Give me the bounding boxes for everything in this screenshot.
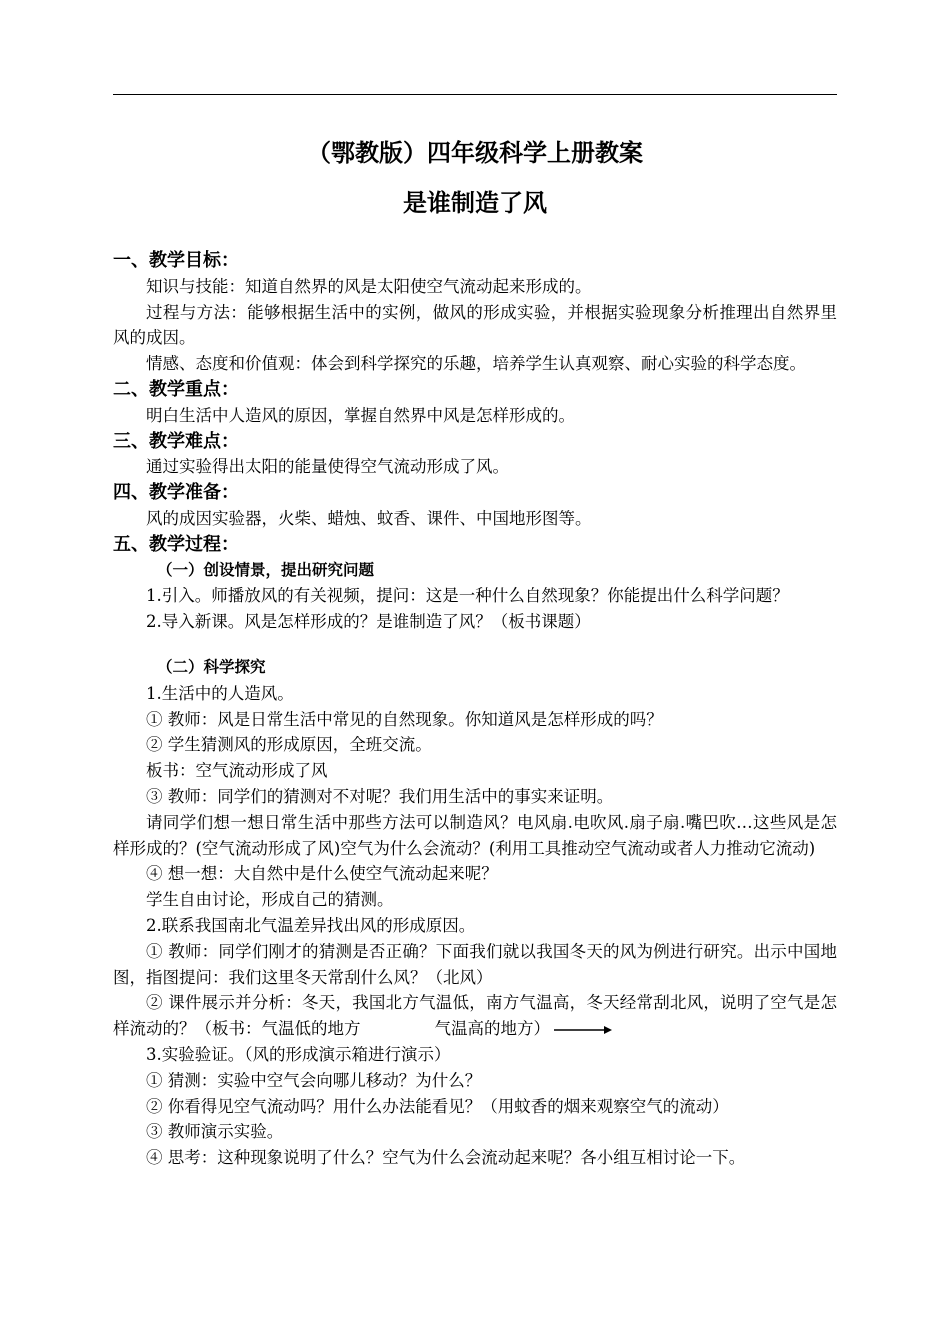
paragraph: ③ 教师：同学们的猜测对不对呢？我们用生活中的事实来证明。 <box>146 786 614 806</box>
paragraph: ② 你看得见空气流动吗？用什么办法能看见？（用蚊香的烟来观察空气的流动） <box>146 1096 729 1116</box>
paragraph: 2.导入新课。风是怎样形成的？是谁制造了风？（板书课题） <box>146 612 591 632</box>
lesson-title: 是谁制造了风 <box>403 189 547 217</box>
paragraph: ① 教师：风是日常生活中常见的自然现象。你知道风是怎样形成的吗？ <box>146 709 663 729</box>
paragraph-part-a: ② 课件展示并分析：冬天，我国北方气温低，南方气温高，冬天经常刮北风，说明了空气是怎样流动的？（板书：气温低的地方 <box>113 993 837 1039</box>
paragraph: 1.生活中的人造风。 <box>146 683 294 703</box>
goal-emotion: 情感、态度和价值观：体会到科学探究的乐趣，培养学生认真观察、耐心实验的科学态度。 <box>146 354 806 374</box>
heading-process: 五、教学过程： <box>113 533 239 555</box>
paragraph: ① 猜测：实验中空气会向哪儿移动？为什么？ <box>146 1070 482 1090</box>
heading-difficulty: 三、教学难点： <box>113 430 239 452</box>
goal-knowledge: 知识与技能：知道自然界的风是太阳使空气流动起来形成的。 <box>146 276 592 296</box>
goal-process: 过程与方法：能够根据生活中的实例，做风的形成实验，并根据实验现象分析推理出自然界里风的成因。 <box>113 302 837 348</box>
paragraph: 1.引入。师播放风的有关视频，提问：这是一种什么自然现象？你能提出什么科学问题？ <box>146 586 789 606</box>
page-title: （鄂教版）四年级科学上册教案 <box>307 139 643 167</box>
paragraph: 请同学们想一想日常生活中那些方法可以制造风？电风扇.电吹风.扇子扇.嘴巴吹…这些风是怎样形成的？(空气流动形成了风)空气为什么会流动？(利用工具推动空气流动或者人力推动它流动) <box>113 812 837 858</box>
paragraph: ③ 教师演示实验。 <box>146 1122 284 1142</box>
paragraph: ① 教师：同学们刚才的猜测是否正确？下面我们就以我国冬天的风为例进行研究。出示中国地图，指图提问：我们这里冬天常刮什么风？（北风） <box>113 941 837 987</box>
heading-goals: 一、教学目标： <box>113 250 239 271</box>
subheading-part1: （一）创设情景，提出研究问题 <box>157 560 375 579</box>
heading-key-points: 二、教学重点： <box>113 378 239 400</box>
paragraph: ② 学生猜测风的形成原因，全班交流。 <box>146 735 432 755</box>
paragraph: 学生自由讨论，形成自己的猜测。 <box>146 890 394 910</box>
paragraph: ④ 想一想：大自然中是什么使空气流动起来呢？ <box>146 864 498 884</box>
preparation-text: 风的成因实验器，火柴、蜡烛、蚊香、课件、中国地形图等。 <box>146 508 592 528</box>
subheading-part2: （二）科学探究 <box>157 657 266 676</box>
right-arrow-icon <box>554 1025 612 1035</box>
paragraph: 2.联系我国南北气温差异找出风的形成原因。 <box>146 915 476 935</box>
paragraph-with-arrow <box>113 990 837 1042</box>
key-points-text: 明白生活中人造风的原因，掌握自然界中风是怎样形成的。 <box>146 405 575 425</box>
paragraph: 板书：空气流动形成了风 <box>146 761 328 781</box>
heading-preparation: 四、教学准备： <box>113 482 239 504</box>
spacer <box>113 635 837 655</box>
paragraph: 3.实验验证。（风的形成演示箱进行演示） <box>146 1044 451 1064</box>
difficulty-text: 通过实验得出太阳的能量使得空气流动形成了风。 <box>146 457 509 477</box>
paragraph-part-b: 气温高的地方） <box>434 1019 550 1039</box>
paragraph: ④ 思考：这种现象说明了什么？空气为什么会流动起来呢？各小组互相讨论一下。 <box>146 1148 746 1168</box>
header-rule <box>113 94 837 95</box>
document-body <box>113 248 837 1171</box>
